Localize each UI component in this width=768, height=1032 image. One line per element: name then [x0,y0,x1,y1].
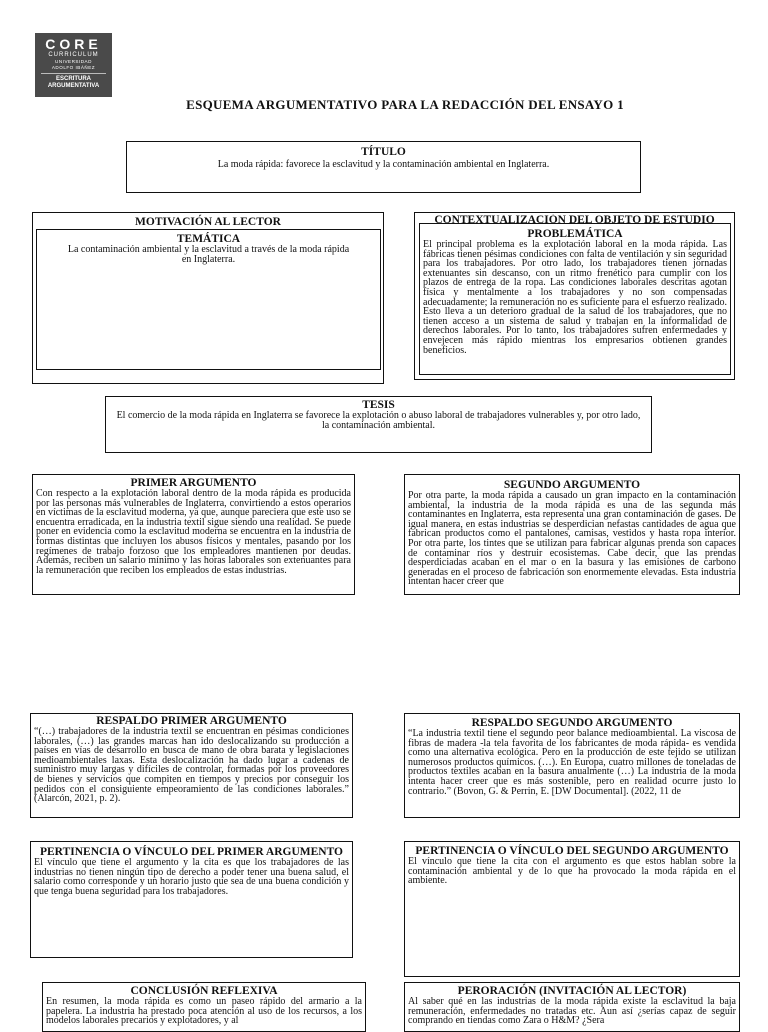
peroracion-heading: PERORACIÓN (INVITACIÓN AL LECTOR) [457,985,687,997]
logo-divider [41,73,106,74]
respaldo-segundo-text: “La industria textil tiene el segundo peor balance medioambiental. La viscosa de fibras de madera -la tela favorita de los fabricantes de moda rápida- es vendida como una alternativa ecológica. Pero en la producción de este tejido se utilizan numerosos productos químicos. (…). En Europa, cuatro millones de toneladas de productos textiles acaban en la basura anualmente (…) La industria de la moda intenta hacer creer que es más sostenible, pero en realidad ocurre justo lo contrario.” (Bovon, G. & Perrin, E. [DW Documental]. (2022, 11 de [408,729,736,797]
titulo-text: La moda rápida: favorece la esclavitud y la contaminación ambiental en Inglaterra. [217,159,550,170]
logo-line-curriculum: CURRICULUM [48,52,99,58]
pertinencia-segundo-text: El vínculo que tiene la cita con el argumento es que estos hablan sobre la contaminación ambiental y de lo que ha provocado la moda rápida en el ambiente. [408,856,736,887]
peroracion-box [404,982,740,1032]
pertinencia-primer-box [30,841,353,958]
pertinencia-segundo-box [404,841,740,977]
respaldo-segundo-heading: RESPALDO SEGUNDO ARGUMENTO [471,717,673,729]
primer-argumento-box [32,474,355,595]
respaldo-segundo-box [404,713,740,818]
pertinencia-segundo-heading: PERTINENCIA O VÍNCULO DEL SEGUNDO ARGUMENTO [415,845,729,857]
pertinencia-primer-text: El vínculo que tiene el argumento y la cita es que los trabajadores de las industrias no tienen ningún tipo de derecho a poder tener una buena salud, el salario como corresponde y un horario justo que sea de una buena condición y que tenga buena seguridad para los trabajadores. [34,857,349,897]
conclusion-heading: CONCLUSIÓN REFLEXIVA [130,985,278,997]
respaldo-primer-text: “(…) trabajadores de la industria textil se encuentran en pésimas condiciones laborales, (…) las grandes marcas han ido deslocalizando su producción a países en vías de desarrollo en busca de mano de obra barata y legislaciones medioambientales laxas. Esta deslocalización ha dado lugar a cadenas de suministro muy largas y difíciles de controlar, formadas por los proveedores de bienes y servicios que compiten en tiempos y precios por conseguir los pedidos con el consiguiente empeoramiento de las condiciones laborales.” (Alarcón, 2021, p. 2). [34,727,349,805]
conclusion-text: En resumen, la moda rápida es como un paseo rápido del armario a la papelera. La industria ha prestado poca atención al uso de los recursos, a los modelos laborales precarios y explotadores, y al [46,996,362,1027]
segundo-argumento-heading: SEGUNDO ARGUMENTO [503,479,641,491]
primer-argumento-heading: PRIMER ARGUMENTO [130,477,257,489]
titulo-heading: TÍTULO [361,146,406,158]
motivacion-heading: MOTIVACIÓN AL LECTOR [135,216,281,228]
logo-line-argumentativa: ARGUMENTATIVA [47,83,100,89]
contextualizacion-box [414,212,735,380]
logo-line-universidad: UNIVERSIDAD [55,59,92,64]
respaldo-primer-heading: RESPALDO PRIMER ARGUMENTO [96,715,287,727]
problematica-heading: PROBLEMÁTICA [527,228,623,240]
problematica-box [419,223,731,375]
tesis-box [105,396,652,453]
logo-line-adolfo-ibanez: ADOLFO IBÁÑEZ [51,65,96,70]
page-title: ESQUEMA ARGUMENTATIVO PARA LA REDACCIÓN DEL ENSAYO 1 [186,97,624,112]
core-curriculum-logo [35,33,112,97]
logo-line-core: CORE [45,36,102,52]
contextualizacion-heading: CONTEXTUALIZACIÓN DEL OBJETO DE ESTUDIO [434,214,715,223]
peroracion-text: Al saber qué en las industrias de la moda rápida existe la esclavitud la baja remuneración, enfermedades no tratadas etc. Aun así ¿serías capaz de seguir comprando en tiendas como Zara o H&M? ¿Sera [408,996,736,1027]
motivacion-box [32,212,384,384]
pertinencia-primer-heading: PERTINENCIA O VÍNCULO DEL PRIMER ARGUMENTO [39,846,343,858]
tematica-box [36,229,381,370]
tesis-heading: TESIS [362,399,395,411]
problematica-text: El principal problema es la explotación laboral en la moda rápida. Las fábricas tienen pésimas condiciones con falta de ventilación y sin seguridad para los trabajadores. Por otro lado, los trabajadores tienen jornadas extenuantes sin descanso, con un ritmo frenético para cumplir con los plazos de entrega de la ropa. Las condiciones laborales descritas agotan física y mentalmente a los trabajadores y no son compensadas adecuadamente; la remuneración no es suficiente para el esfuerzo realizado. Esto lleva a un deterioro gradual de la salud de los trabajadores, que no tienen acceso a un sistema de salud y trabajan en la informalidad de derechos laborales. Por lo tanto, los trabajadores sufren enfermedades y envejecen más rápido mientras los empresarios obtienen grandes beneficios. [423,240,727,356]
titulo-box [126,141,641,193]
segundo-argumento-box [404,474,740,595]
primer-argumento-text: Con respecto a la explotación laboral dentro de la moda rápida es producida por las personas más vulnerables de Inglaterra, convirtiendo a estos operarios en víctimas de la esclavitud moderna, ya que, aunque pareciera que este uso se encuentra erradicada, en la industria textil sigue siendo una realidad. Se puede poner en evidencia como la esclavitud moderna se encuentra en la industria de formas distintas que incluyen los abusos físicos y mentales, pasando por los regímenes de trabajo forzoso que los empleadores mantienen por deudas. Además, reciben un salario mínimo y las horas laborales son extenuantes para la remuneración que reciben los empleados de estas industrias. [36,489,351,576]
conclusion-box [42,982,366,1032]
respaldo-primer-box [30,713,353,818]
tematica-text: La contaminación ambiental y la esclavitud a través de la moda rápida en Inglaterra. [67,244,350,265]
segundo-argumento-text: Por otra parte, la moda rápida a causado un gran impacto en la contaminación ambiental, la industria de la moda rápida es una de las segunda más contaminantes en Inglaterra, esta representa una gran contaminación de gases. De igual manera, en estas industrias se desperdician nefastas cantidades de agua que fabrican productos como el pantalones, camisas, vestidos y hasta ropa interior. Por otra parte, los tintes que se utilizan para fabricar algunas prenda son capaces de contaminar ríos y destruir ecosistemas. Cabe decir, que las prendas desperdiciadas acaban en el mar o en la basura y las emisiones de carbono generadas en el proceso de fabricación son enormemente elevadas. Esta industria intentan hacer creer que [408,491,736,588]
tematica-heading: TEMÁTICA [176,233,241,245]
logo-line-escritura: ESCRITURA [55,76,91,82]
tesis-text: El comercio de la moda rápida en Inglaterra se favorece la explotación o abuso laboral de trabajadores vulnerables y, por otro lado, la contaminación ambiental. [116,410,641,431]
